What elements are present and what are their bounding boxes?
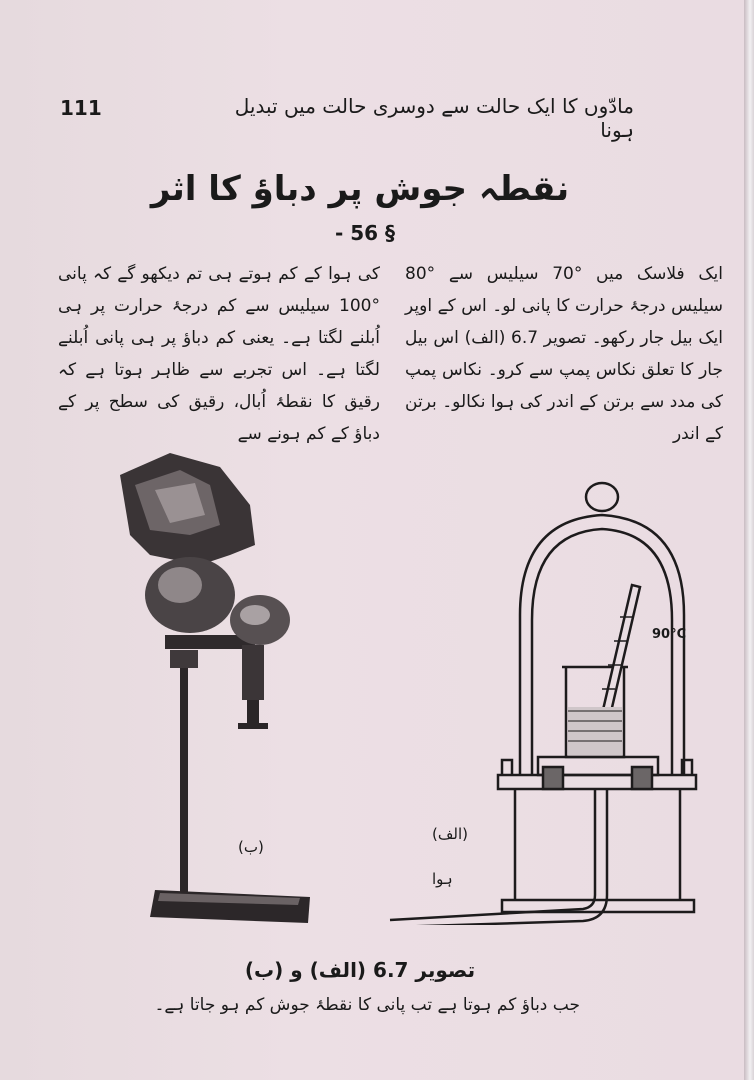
flask-stand-illustration xyxy=(110,445,320,935)
thermometer-reading: 90°C xyxy=(652,627,687,642)
bell-jar-illustration xyxy=(370,475,710,925)
section-number: § 56 - xyxy=(334,221,396,245)
running-head: مادّوں کا ایک حالت سے دوسری حالت میں تبدیل ہونا xyxy=(234,94,634,142)
page-number: 111 xyxy=(60,96,102,120)
label-alif: (الف) xyxy=(432,825,468,843)
section-title: نقطہ جوش پر دباؤ کا اثر xyxy=(150,169,570,209)
label-b: (ب) xyxy=(238,838,264,856)
section-heading xyxy=(150,168,570,249)
label-air: ہوا xyxy=(432,870,453,888)
paragraph-right-column: ایک فلاسک میں °70 سیلیس سے °80 سیلیس درجۂ حرارت کا پانی لو۔ اس کے اوپر ایک بیل جار رکھو۔ تصویر 6.7 (الف) اس بیل جار کا تعلق نکاس پمپ سے کرو۔ نکاس پمپ کی مدد سے برتن کے اندر کی ہوا نکالو۔ برتن کے اندر xyxy=(405,264,724,444)
figure-b-flask-on-stand xyxy=(110,445,320,935)
paragraph-left-column: کی ہوا کے کم ہوتے ہی تم دیکھو گے کہ پانی °100 سیلیس سے کم درجۂ حرارت پر ہی اُبلنے لگتا ہے۔ یعنی کم دباؤ پر ہی پانی اُبلنے لگتا ہے۔ اس تجربے سے ظاہر ہوتا ہے کہ رقیق کا نقطۂ اُبال، رقیق کی سطح پر کے دباؤ کے کم ہونے سے xyxy=(58,264,380,444)
page-edge xyxy=(744,0,754,1080)
figure-caption-title: تصویر 6.7 (الف) و (ب) xyxy=(244,958,476,982)
figure-caption-text: جب دباؤ کم ہوتا ہے تب پانی کا نقطۂ جوش کم ہو جاتا ہے۔ xyxy=(154,995,580,1015)
figure-alif-bell-jar xyxy=(370,475,710,925)
